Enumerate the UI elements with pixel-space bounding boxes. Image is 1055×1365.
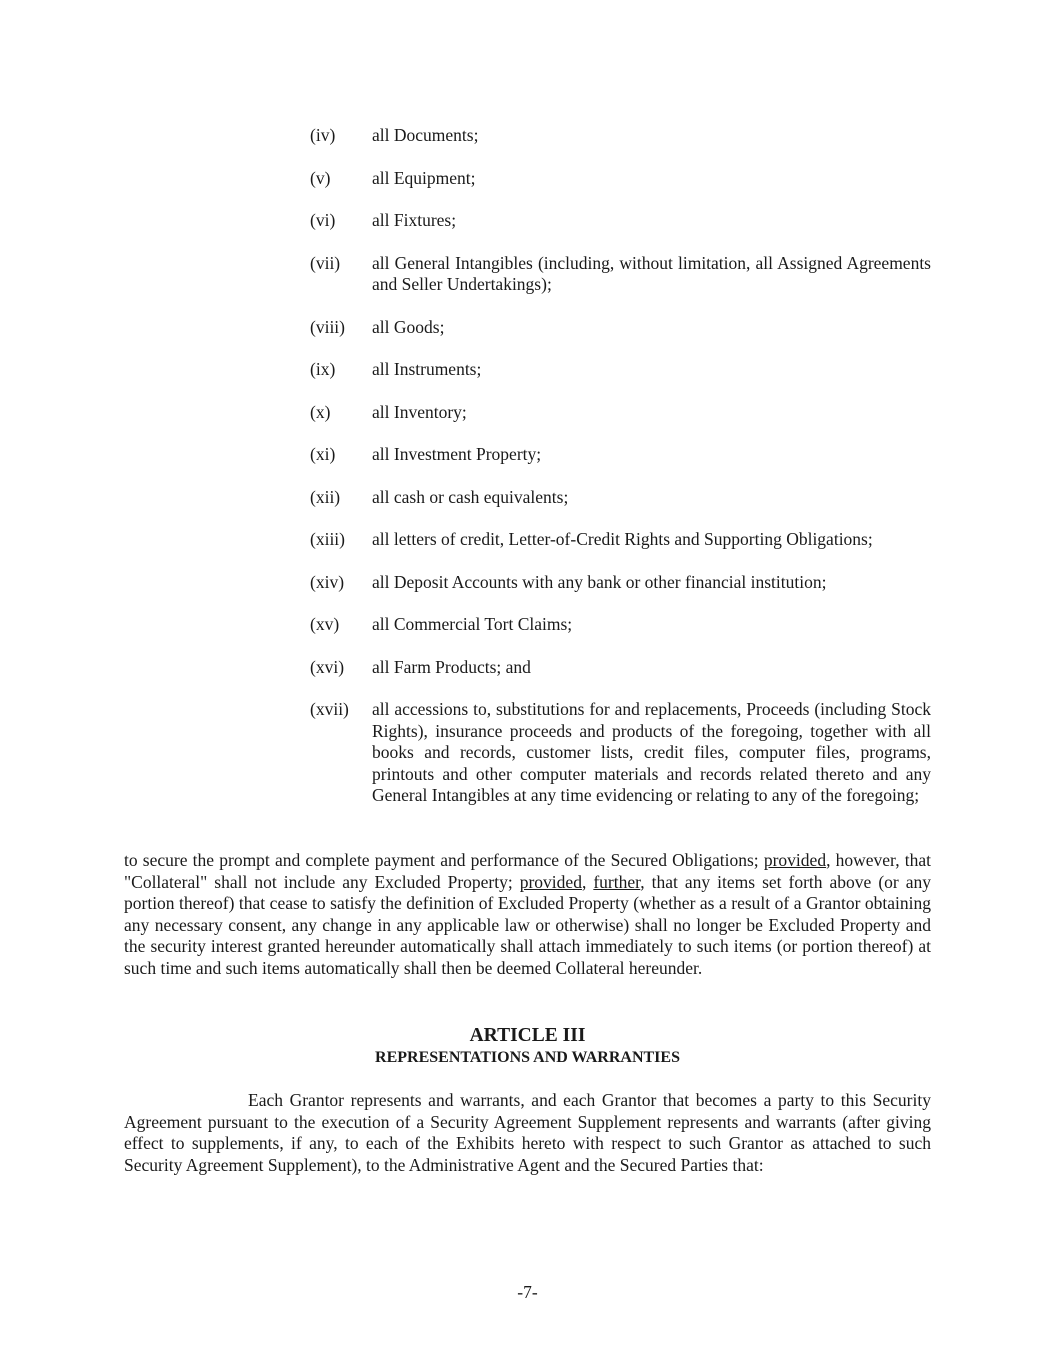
article-subheading: REPRESENTATIONS AND WARRANTIES	[375, 1049, 680, 1066]
provided-term: provided	[519, 871, 582, 892]
list-item	[310, 657, 931, 679]
item-text: all Inventory;	[372, 401, 467, 422]
item-number: (xvi)	[310, 656, 345, 677]
item-text: all Investment Property;	[372, 444, 542, 464]
list-item	[310, 168, 931, 190]
closing-text: to secure the prompt and complete payment and performance of the Secured Obligations;	[124, 850, 764, 870]
item-number: (x)	[310, 401, 331, 422]
item-text: all Goods;	[372, 316, 445, 337]
collateral-closing-paragraph	[124, 850, 931, 979]
item-text: all General Intangibles (including, without limitation, all Assigned Agreements and Seller Undertakings);	[372, 252, 931, 294]
item-text: all accessions to, substitutions for and replacements, Proceeds (including Stock Rights), insurance proceeds and products of the foregoing, together with all books and records, customer lists, credit files, computer files, programs, printouts and other computer materials and records related thereto and any General Intangibles at any time evidencing or relating to any of the foregoing;	[372, 699, 931, 805]
item-number: (xii)	[310, 486, 341, 507]
item-number: (xi)	[310, 444, 336, 464]
list-item	[310, 253, 931, 296]
page-number: -7-	[517, 1282, 538, 1302]
closing-text: , that any items set forth above (or any portion thereof) that cease to satisfy the definition of Excluded Property (whether as a result of a Grantor obtaining any necessary consent, any change in any applicable law or otherwise) shall no longer be Excluded Property and the security interest granted hereunder automatically shall attach immediately to such items (or portion thereof) at such time and such items automatically shall then be deemed Collateral hereunder.	[124, 871, 932, 978]
item-number: (iv)	[310, 125, 336, 145]
list-item	[310, 572, 931, 594]
item-number: (ix)	[310, 359, 336, 379]
item-number: (xiv)	[310, 571, 345, 592]
item-number: (xvii)	[310, 699, 349, 719]
article-heading: ARTICLE III	[469, 1025, 586, 1046]
list-item	[310, 614, 931, 636]
item-number: (vi)	[310, 210, 336, 230]
list-item	[310, 444, 931, 466]
list-item	[310, 402, 931, 424]
closing-text: ,	[581, 871, 594, 892]
provided-term: provided	[763, 850, 827, 870]
further-term: further	[593, 871, 641, 892]
representations-paragraph: Each Grantor represents and warrants, and each Grantor that becomes a party to this Security Agreement pursuant to the execution of a Security Agreement Supplement represents and warrants (after giving effect to supplements, if any, to each of the Exhibits hereto with respect to such Grantor as attached to such Security Agreement Supplement), to the Administrative Agent and the Secured Parties that:	[124, 1090, 931, 1175]
item-number: (xv)	[310, 614, 340, 634]
list-item	[310, 317, 931, 339]
item-number: (vii)	[310, 252, 341, 273]
item-text: all letters of credit, Letter-of-Credit Rights and Supporting Obligations;	[372, 529, 873, 549]
item-number: (viii)	[310, 316, 345, 337]
closing-text: , however, that "Collateral" shall not include any Excluded Property;	[124, 850, 931, 892]
item-text: all Equipment;	[372, 167, 476, 188]
item-text: all Documents;	[372, 125, 479, 145]
item-text: all Deposit Accounts with any bank or other financial institution;	[372, 571, 827, 592]
item-text: all Instruments;	[372, 359, 482, 379]
list-item	[310, 487, 931, 509]
collateral-list	[310, 125, 931, 828]
item-text: all Farm Products; and	[372, 656, 531, 677]
list-item	[310, 359, 931, 381]
item-text: all Fixtures;	[372, 210, 457, 230]
item-text: all cash or cash equivalents;	[372, 486, 569, 507]
item-number: (v)	[310, 167, 331, 188]
list-item	[310, 125, 931, 147]
list-item	[310, 699, 931, 807]
list-item	[310, 210, 931, 232]
list-item	[310, 529, 931, 551]
item-text: all Commercial Tort Claims;	[372, 614, 573, 634]
item-number: (xiii)	[310, 529, 345, 549]
